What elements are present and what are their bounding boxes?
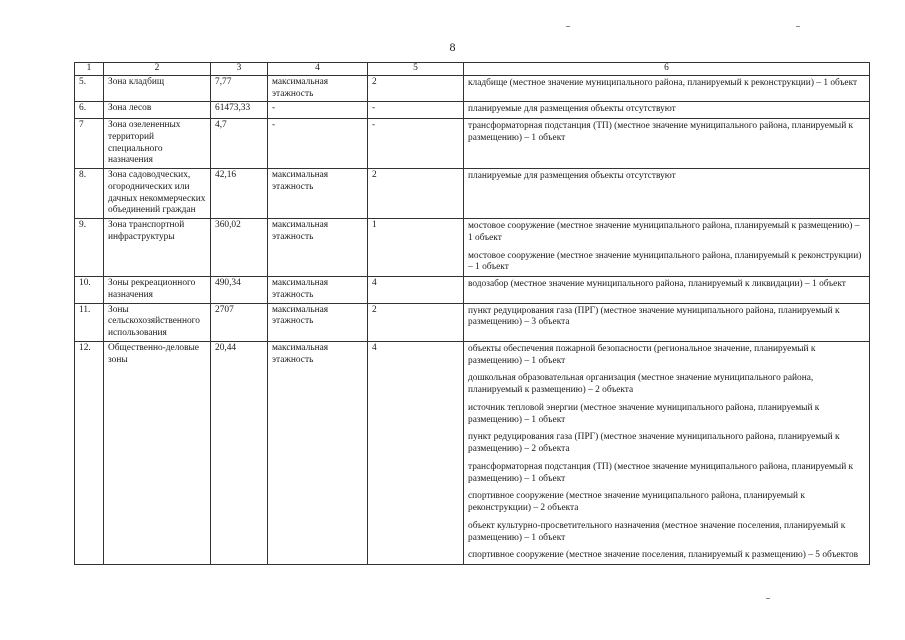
table-row	[75, 102, 870, 119]
object-item: дошкольная образовательная организация (местное значение муниципального района, планируемый к размещению) – 2 объекта	[468, 373, 814, 395]
parameter-name: -	[268, 119, 368, 169]
object-item: спортивное сооружение (местное значение поселения, планируемый к размещению) – 5 объектов	[468, 550, 859, 561]
object-item: мостовое сооружение (местное значение муниципального района, планируемый к размещению) – 1 объект	[468, 221, 860, 243]
zone-name: Зона транспортной инфраструктуры	[104, 219, 211, 277]
row-number: 12.	[75, 341, 104, 564]
object-item: трансформаторная подстанция (ТП) (местное значение муниципального района, планируемый к размещению) – 1 объект	[468, 461, 854, 484]
planned-objects	[464, 169, 870, 219]
object-item: планируемые для размещения объекты отсутствуют	[468, 171, 676, 181]
object-item: объекты обеспечения пожарной безопасности (региональное значение, планируемый к размещению) – 1 объект	[468, 343, 816, 366]
parameter-value: -	[368, 102, 464, 119]
parameter-name: максимальная этажность	[268, 219, 368, 277]
zone-area: 7,77	[211, 75, 268, 102]
page-number: 8	[449, 40, 456, 54]
column-header: 6	[464, 63, 870, 76]
parameter-value: 4	[368, 341, 464, 564]
parameter-name: максимальная этажность	[268, 341, 368, 564]
column-header: 2	[104, 63, 211, 76]
table-row	[75, 75, 870, 102]
column-header: 5	[368, 63, 464, 76]
parameter-name: максимальная этажность	[268, 303, 368, 341]
zone-area: 2707	[211, 303, 268, 341]
zone-area: 20,44	[211, 341, 268, 564]
object-item: трансформаторная подстанция (ТП) (местное значение муниципального района, планируемый к размещению) – 1 объект	[468, 121, 854, 143]
row-number: 6.	[75, 102, 104, 119]
parameter-name: -	[268, 102, 368, 119]
parameter-name: максимальная этажность	[268, 277, 368, 304]
object-item: кладбище (местное значение муниципального района, планируемый к реконструкции) – 1 объект	[468, 77, 858, 88]
planned-objects	[464, 219, 870, 277]
scan-mark	[566, 26, 570, 27]
object-list	[468, 305, 865, 331]
object-list	[468, 220, 865, 275]
object-item: объект культурно-просветительного назначения (местное значение поселения, планируемый к размещению) – 1 объект	[468, 520, 846, 543]
parameter-value: 4	[368, 277, 464, 304]
scan-mark	[796, 26, 800, 27]
planned-objects	[464, 303, 870, 341]
column-number-row	[75, 63, 870, 76]
planned-objects	[464, 341, 870, 564]
planned-objects	[464, 119, 870, 169]
object-list	[468, 103, 865, 117]
zone-area: 4,7	[211, 119, 268, 169]
object-list	[468, 120, 865, 146]
scan-mark	[766, 598, 770, 599]
zone-name: Общественно-деловые зоны	[104, 341, 211, 564]
object-item: водозабор (местное значение муниципального района, планируемый к ликвидации) – 1 объект	[468, 279, 846, 289]
table-row	[75, 303, 870, 341]
object-list	[468, 77, 865, 91]
object-item: источник тепловой энергии (местное значение муниципального района, планируемый к размещению) – 1 объект	[468, 402, 820, 425]
row-number: 5.	[75, 75, 104, 102]
zone-area: 490,34	[211, 277, 268, 304]
object-list	[468, 278, 865, 292]
zone-name: Зоны сельскохозяйственного использования	[104, 303, 211, 341]
parameter-name: максимальная этажность	[268, 75, 368, 102]
row-number: 10.	[75, 277, 104, 304]
object-item: мостовое сооружение (местное значение муниципального района, планируемый к реконструкции) – 1 объект	[468, 250, 862, 273]
object-list	[468, 343, 865, 563]
planned-objects	[464, 75, 870, 102]
planned-objects	[464, 102, 870, 119]
parameter-name: максимальная этажность	[268, 169, 368, 219]
parameter-value: -	[368, 119, 464, 169]
row-number: 9.	[75, 219, 104, 277]
zone-name: Зона садоводческих, огороднических или дачных некоммерческих объединений граждан	[104, 169, 211, 219]
table-row	[75, 277, 870, 304]
object-item: пункт редуцирования газа (ПРГ) (местное значение муниципального района, планируемый к размещению) – 3 объекта	[468, 305, 840, 328]
object-item: пункт редуцирования газа (ПРГ) (местное значение муниципального района, планируемый к размещению) – 2 объекта	[468, 432, 840, 454]
table-row	[75, 119, 870, 169]
row-number: 8.	[75, 169, 104, 219]
zone-area: 360,02	[211, 219, 268, 277]
object-item: планируемые для размещения объекты отсутствуют	[468, 104, 676, 115]
zone-name: Зона кладбищ	[104, 75, 211, 102]
parameter-value: 2	[368, 169, 464, 219]
column-header: 4	[268, 63, 368, 76]
parameter-value: 2	[368, 75, 464, 102]
zones-table	[74, 62, 870, 565]
row-number: 11.	[75, 303, 104, 341]
planned-objects	[464, 277, 870, 304]
column-header: 1	[75, 63, 104, 76]
table-row	[75, 341, 870, 564]
table-row	[75, 169, 870, 219]
zone-name: Зона лесов	[104, 102, 211, 119]
zone-area: 61473,33	[211, 102, 268, 119]
table-row	[75, 219, 870, 277]
parameter-value: 1	[368, 219, 464, 277]
row-number: 7	[75, 119, 104, 169]
object-item: спортивное сооружение (местное значение муниципального района, планируемый к реконструкции) – 2 объекта	[468, 491, 805, 513]
zone-area: 42,16	[211, 169, 268, 219]
parameter-value: 2	[368, 303, 464, 341]
object-list	[468, 170, 865, 184]
zone-name: Зона озелененных территорий специального назначения	[104, 119, 211, 169]
column-header: 3	[211, 63, 268, 76]
zone-name: Зоны рекреационного назначения	[104, 277, 211, 304]
